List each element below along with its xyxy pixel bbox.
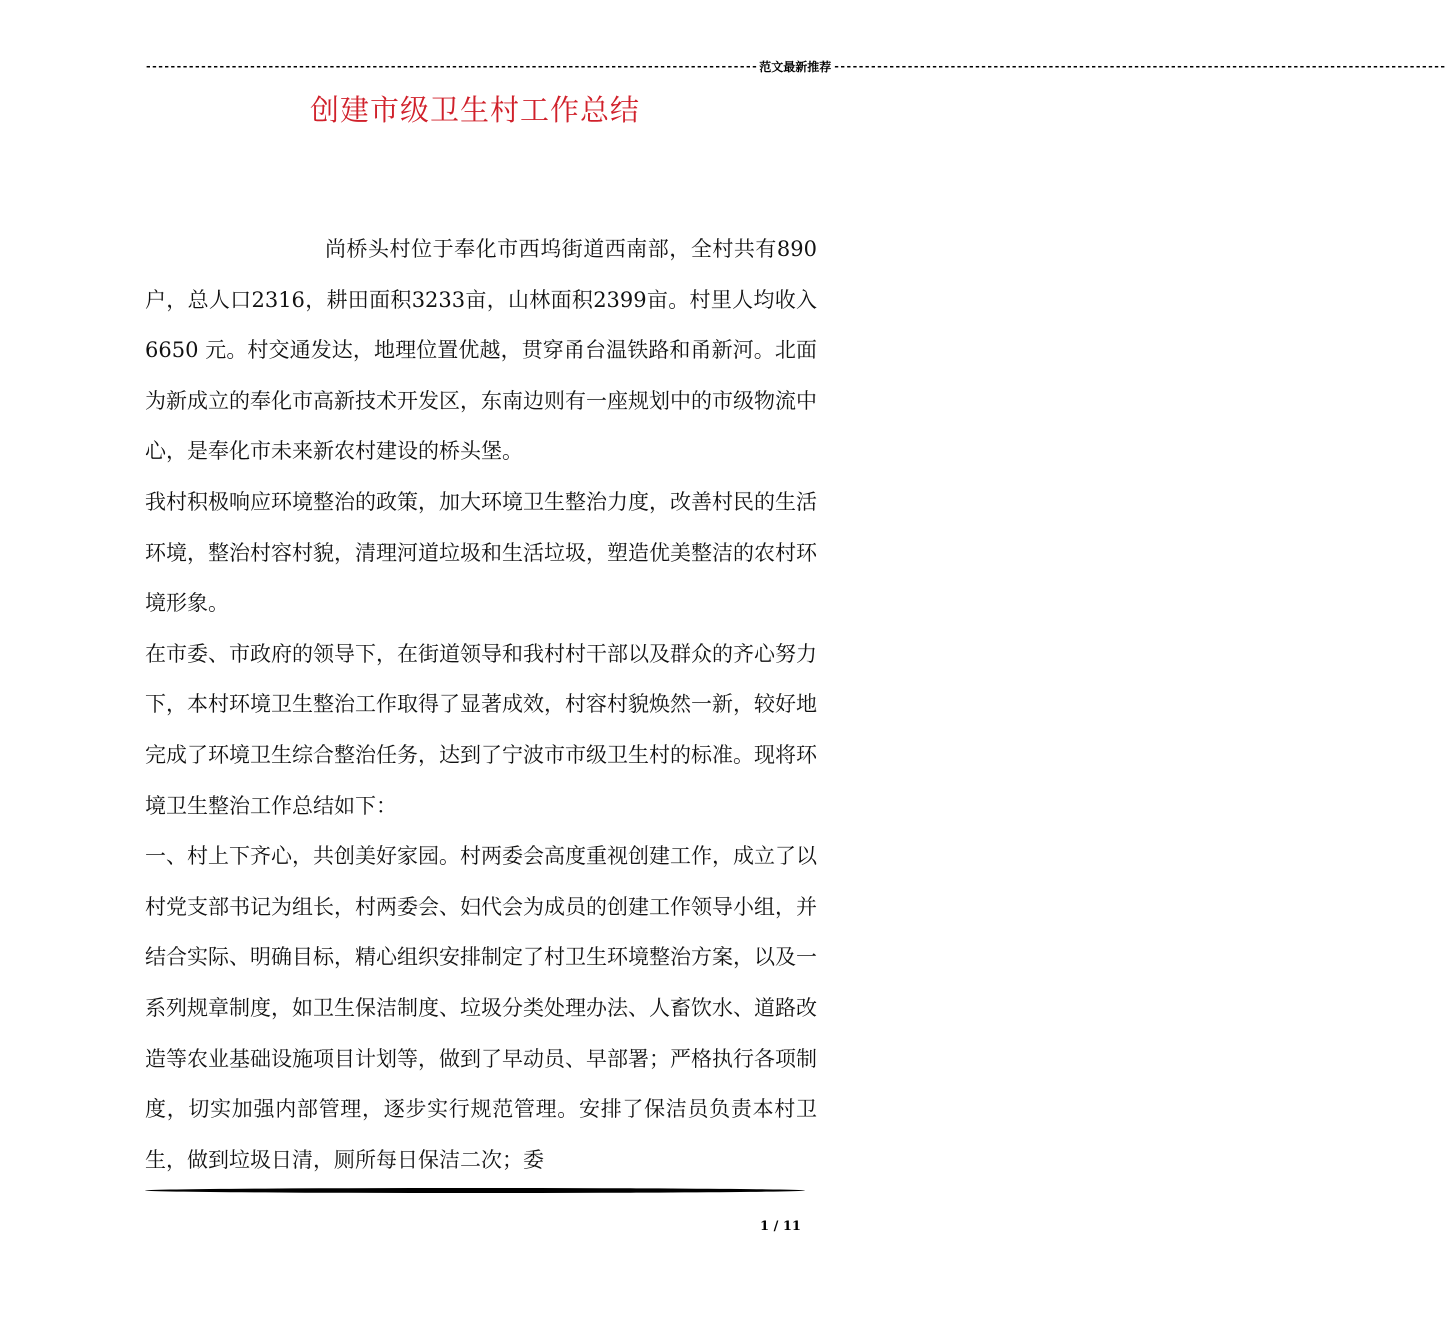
- footer-divider: [145, 1188, 805, 1193]
- document-body: [145, 224, 817, 1185]
- document-header: [145, 58, 1446, 75]
- paragraph-intro: 尚桥头村位于奉化市西坞街道西南部，全村共有890户，总人口2316，耕田面积3233亩，山林面积2399亩。村里人均收入 6650 元。村交通发达，地理位置优越，贯穿甬台温铁路和甬新河。北面为新成立的奉化市高新技术开发区，东南边则有一座规划中的市级物流中心，是奉化市未来新农村建设的桥头堡。: [145, 237, 817, 464]
- paragraph-section-one: 一、村上下齐心，共创美好家园。村两委会高度重视创建工作，成立了以村党支部书记为组长，村两委会、妇代会为成员的创建工作领导小组，并结合实际、明确目标，精心组织安排制定了村卫生环境整治方案，以及一系列规章制度，如卫生保洁制度、垃圾分类处理办法、人畜饮水、道路改造等农业基础设施项目计划等，做到了早动员、早部署；严格执行各项制度，切实加强内部管理，逐步实行规范管理。安排了保洁员负责本村卫生，做到垃圾日清，厕所每日保洁二次；委: [145, 844, 817, 1172]
- document-title: 创建市级卫生村工作总结: [309, 93, 640, 127]
- paragraph-achievement: 在市委、市政府的领导下，在街道领导和我村村干部以及群众的齐心努力下，本村环境卫生整治工作取得了显著成效，村容村貌焕然一新，较好地完成了环境卫生综合整治任务，达到了宁波市市级卫生村的标准。现将环境卫生整治工作总结如下：: [145, 641, 817, 818]
- header-dashes-left: ----------------------------------------------------------------------------------------------------: [145, 60, 758, 73]
- page-number: 1 / 11: [760, 1219, 801, 1234]
- header-dashes-right: ----------------------------------------------------------------------------------------------------: [833, 60, 1446, 73]
- header-label: 范文最新推荐: [759, 60, 832, 74]
- paragraph-policy: 我村积极响应环境整治的政策，加大环境卫生整治力度，改善村民的生活环境，整治村容村貌，清理河道垃圾和生活垃圾，塑造优美整洁的农村环境形象。: [145, 489, 817, 616]
